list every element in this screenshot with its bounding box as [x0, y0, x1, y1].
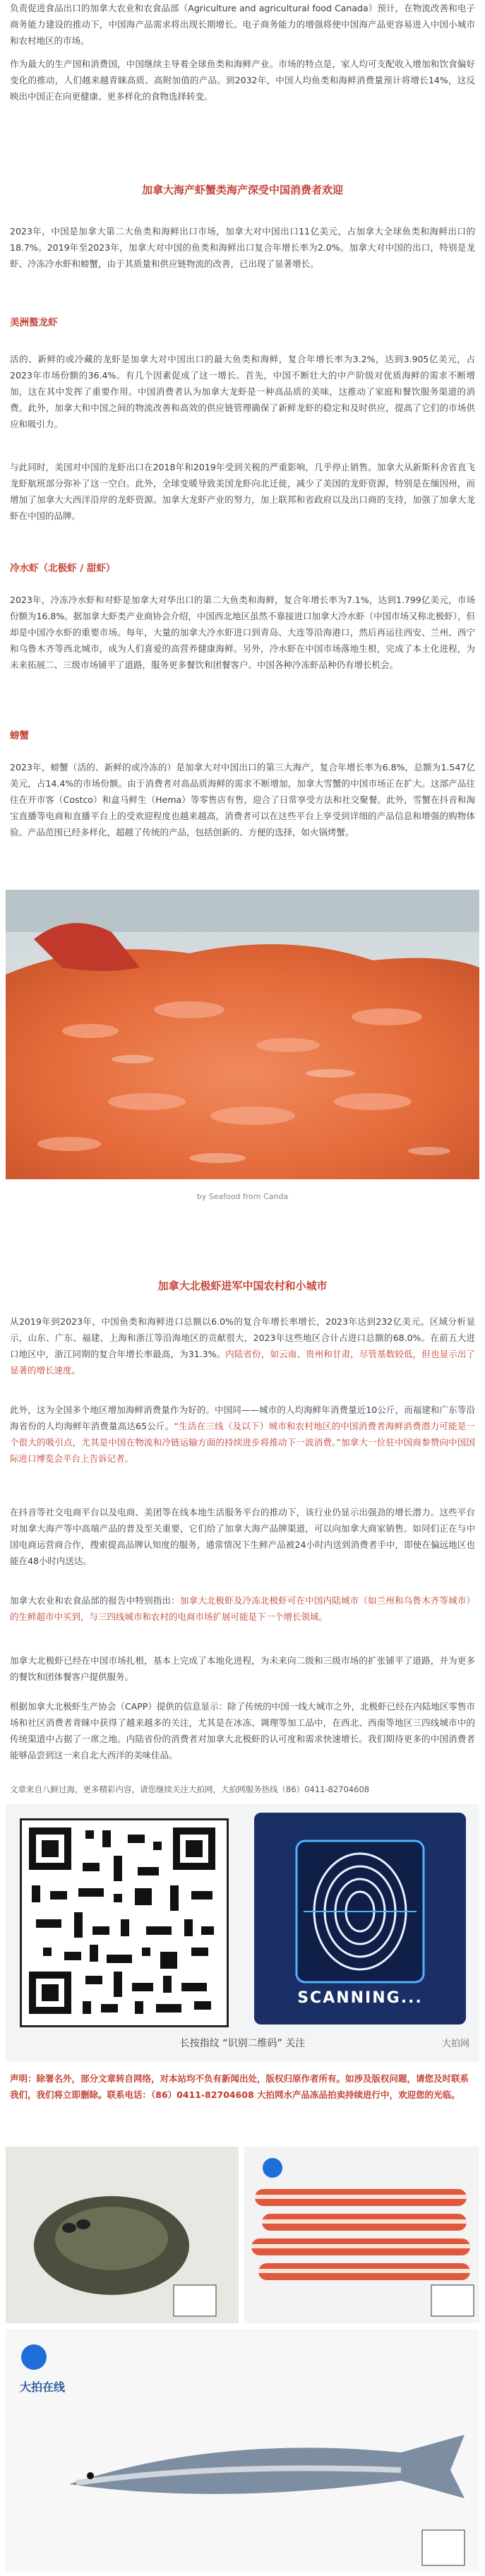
lobster-paragraph-1: 活的、新鲜的或冷藏的龙虾是加拿大对中国出口的最大鱼类和海鲜，复合年增长率为3.2%，达到3.905亿美元，占2023年市场份额的36.4%。有几个因素促成了这一增长。首先，中国不断壮大的中产阶级对优质海鲜的需求不断增加，这在其中发挥了重要作用。中国消费者认为加拿大龙虾是一种高品质的美味，这推动了家庭和餐饮服务渠道的消费。此外，加拿大和中国之间的物流改善和高效的供应链管理确保了新鲜龙虾的稳定和及时供应，提高了它们的市场供应和吸引力。 — [10, 354, 475, 429]
section-title-rural: 加拿大北极虾进军中国农村和小城市 — [157, 1280, 328, 1292]
brand-watermark: 大拍网 — [441, 2039, 469, 2049]
qr-banner — [6, 1804, 479, 2062]
section-title-consumers: 加拿大海产虾蟹类海产深受中国消费者欢迎 — [141, 184, 343, 196]
section2-p2-highlight: “生活在三线（及以下）城市和农村地区的中国消费者海鲜消费潜力可能是一个很大的吸引点，尤其是中国在物流和冷链运输方面的持续进步将推动下一波消费。”加拿大一位驻中国商参赞向中国国际进口博览会平台上告诉记者。 — [10, 1421, 475, 1464]
lobster-heading: 美洲螯龙虾 — [10, 317, 58, 328]
shrimp-heading: 冷水虾（北极虾 / 甜虾） — [10, 563, 116, 574]
intro-paragraph-1: 负责促进食品出口的加拿大农业和农食品部（Agriculture and agricultural food Canada）预计，在物流改善和电子商务能力建设的推动下，中国海产品需求将出现长期增长。电子商务能力的增强将使中国海产品更容易进入中国小城市和农村地区的市场。 — [10, 3, 475, 46]
lobster-paragraph-2: 与此同时，美国对中国的龙虾出口在2018年和2019年受到关税的严重影响，几乎停止销售。加拿大从新斯科舍省直飞龙虾航班部分弥补了这一空白。此外，全球变暖导致美国龙虾向北迁徙，减少了美国的龙虾资源，特别是在缅因州，而增加了加拿大大西洋沿岸的龙虾资源。加拿大龙虾产业的努力，加上联邦和省政府以及出口商的支持，加强了加拿大龙虾在中国的品牌。 — [10, 462, 475, 521]
photo-caption: by Seafood from Canda — [196, 1192, 289, 1201]
product-image-crab — [244, 2147, 479, 2323]
section2-p1-text: 从2019年到2023年，中国鱼类和海鲜进口总额以6.0%的复合年增长率增长，2023年达到232亿美元。区域分析显示，山东、广东、福建、上海和浙江等沿海地区的贡献很大，2023年这些地区合计占进口总额的68.0%。在前五大进口地区中，浙江同期的复合年增长率最高，为31.3%。 — [10, 1316, 475, 1359]
brand-logo-text: 大拍在线 — [20, 2380, 66, 2394]
intro-paragraph-2: 作为最大的生产国和消费国，中国继续主导着全球鱼类和海鲜产业。市场的特点是，家人均可支配收入增加和饮食偏好变化的推动，人们越来越青睐高质、高附加值的产品。到2032年，中国人均鱼类和海鲜消费量预计将增长14%，这反映出中国正在向更健康、更多样化的食物选择转变。 — [10, 59, 475, 102]
shrimp-photo — [6, 890, 479, 1179]
product-image-fish — [6, 2147, 239, 2323]
intro — [0, 0, 485, 105]
section2-p4-text: 加拿大农业和农食品部的报告中特别指出： — [10, 1595, 180, 1606]
section2-p4-highlight: 加拿大北极虾及冷冻北极虾可在中国内陆城市（如兰州和乌鲁木齐等城市）的生鲜超市中买到，与三四线城市和农村的电商市场扩展可能是下一个增长领域。 — [10, 1595, 475, 1622]
section1-paragraph: 2023年，中国是加拿大第二大鱼类和海鲜出口市场，加拿大对中国出口11亿美元，占加拿大全球鱼类和海鲜出口的18.7%。2019年至2023年，加拿大对中国的鱼类和海鲜出口复合年增长率为2.0%。加拿大对中国的出口，特别是龙虾、冷冻冷水虾和螃蟹，由于其质量和供应链物流的改善，已出现了显著增长。 — [10, 226, 475, 269]
section2-paragraph-5: 加拿大北极虾已经在中国市场扎根，基本上完成了本地化进程，为未来向二级和三级市场的扩张铺平了道路，并为更多的餐饮和团体餐客户提供服务。 — [10, 1655, 475, 1682]
section2-paragraph-2 — [0, 1402, 485, 1467]
saury-fish-image — [6, 2329, 479, 2572]
scanning-label: SCANNING... — [297, 1989, 423, 2007]
section2-paragraph-1 — [0, 1313, 485, 1378]
fingerprint-scanner — [254, 1813, 466, 2025]
qr-code-icon — [22, 1820, 222, 2021]
shrimp-pile-image — [6, 890, 479, 1179]
section2-paragraph-6: 根据加拿大北极虾生产协会（CAPP）提供的信息显示：除了传统的中国一线大城市之外，北极虾已经在内陆地区零售市场和社区消费者青睐中获得了越来越多的关注，尤其是在冰冻、调理等加工品中，在西北、西南等地区三四线城市中的传统渠道中占据了一席之地。内陆省份的消费者对加拿大北极虾的认可度和需求快速增长。我们期待更多的中国消费者能够品尝到这一来自北大西洋的美味佳品。 — [10, 1701, 475, 1760]
shrimp-paragraph: 2023年，冷冻冷水虾和对虾是加拿大对华出口的第二大鱼类和海鲜，复合年增长率为7.1%，达到1.799亿美元，市场份额为16.8%。据加拿大虾类产业商协会介绍，中国西北地区虽然不靠接进口加拿大冷水虾（中国市场又称北极虾），但却是中国冷水虾的重要市场。每年，大量的加拿大冷水虾进口到青岛、大连等沿海港口，然后再运往西安、兰州、西宁和乌鲁木齐等西北城市，成为人们喜爱的高营养健康海鲜。另外，冷水虾在中国市场落地生根，完成了本土化进程，为未来拓展二、三级市场铺平了道路，服务更多餐饮和团餐客户。中国各种冷冻虾品种仍有增长机会。 — [10, 595, 475, 670]
disclaimer: 声明：除署名外，部分文章转自网络，对本站均不负有新闻出处，版权归原作者所有。如涉及版权问题，请您及时联系我们，我们将立即删除。联系电话：（86）0411-82704608 大拍网水产品冻品拍卖持续进行中，欢迎您的光临。 — [10, 2073, 469, 2100]
source-note: 文章来自八鲜过海，更多精彩内容，请您继续关注大拍网，大拍网服务热线（86）0411-82704608 — [10, 1784, 370, 1794]
crab-heading: 螃蟹 — [10, 730, 29, 741]
section2-paragraph-3: 在抖音等社交电商平台以及电商、美团等在线本地生活服务平台的推动下，该行业仍显示出强劲的增长潜力。这些平台对加拿大海产等中高端产品的普及至关重要，它们给了加拿大海产品牌渠道，可以向加拿大商家销售。如同们正在与中国电商运营商合作，搜索提高品牌认知度的服务，通常情况下生鲜产品被24小时内送到消费者手中，即使在偏远地区也能在48小时内送达。 — [10, 1507, 475, 1566]
section2-p2-text: 此外，这为全国多个地区增加海鲜消费量作为好的。中国同——城市的人均海鲜年消费量近10公斤，而福建和广东等沿海省份的人均海鲜年消费量高达65公斤。 — [10, 1405, 475, 1431]
qr-instruction: 长按指纹 “识别二维码” 关注 — [179, 2038, 306, 2049]
product-image-saury — [6, 2329, 479, 2572]
qr-code[interactable] — [20, 1818, 229, 2027]
snow-crab-image — [244, 2147, 479, 2323]
section2-paragraph-4 — [0, 1592, 485, 1625]
section2-p1-highlight: 内陆省份，如云南、贵州和甘肃，尽管基数较低，但也显示出了显著的增长速度。 — [10, 1349, 475, 1376]
crab-paragraph: 2023年，螃蟹（活的、新鲜的或冷冻的）是加拿大对中国出口的第三大海产，复合年增长率为6.8%，总额为1.547亿美元，占14.4%的市场份额。由于消费者对高品质海鲜的需求不断增加，加拿大雪蟹的中国市场正在扩大。这部产品往往在开市客（Costco）和盒马鲜生（Hema）等零售店有售，迎合了日常享受方法和社交聚餐。此外，雪蟹在抖音和淘宝直播等电商和直播平台上的受欢迎程度也越来越高，消费者可以在这些平台上享受到详细的产品信息和增强的购物体验。产品范围已经多样化，超越了传统的产品，包括创新的、方便的选择，如火锅烤蟹。 — [10, 762, 475, 837]
monkfish-image — [6, 2147, 239, 2323]
